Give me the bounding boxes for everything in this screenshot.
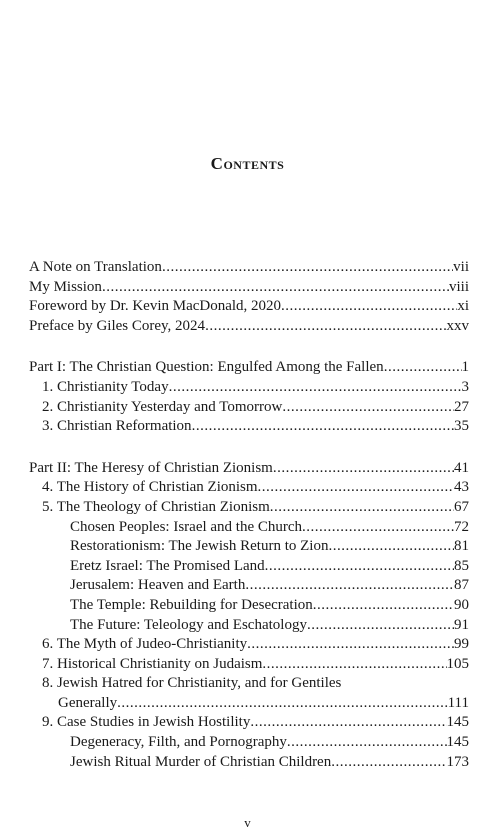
toc-chapter-entry[interactable] bbox=[29, 498, 469, 518]
toc-entry-label: Chosen Peoples: Israel and the Church bbox=[70, 518, 303, 535]
dot-leader bbox=[250, 713, 446, 733]
dot-leader bbox=[117, 694, 447, 714]
dot-leader bbox=[302, 518, 454, 538]
toc-chapter-entry[interactable] bbox=[29, 417, 469, 437]
toc-page-number: 105 bbox=[446, 655, 469, 672]
toc-page-number: 87 bbox=[454, 577, 469, 594]
dot-leader bbox=[265, 557, 454, 577]
toc-page-number: viii bbox=[448, 278, 469, 295]
toc-section-entry[interactable] bbox=[29, 518, 469, 538]
toc-chapter-entry[interactable] bbox=[29, 378, 469, 398]
toc-chapter-entry[interactable] bbox=[29, 398, 469, 418]
toc-page-number: 91 bbox=[454, 616, 469, 633]
toc-page-number: 1 bbox=[461, 359, 469, 376]
dot-leader bbox=[384, 358, 462, 378]
toc-section-entry[interactable] bbox=[29, 616, 469, 636]
toc-entry-label: 6. The Myth of Judeo-Christianity bbox=[42, 636, 248, 653]
dot-leader bbox=[262, 655, 446, 675]
toc-page-number: 173 bbox=[446, 753, 469, 770]
dot-leader bbox=[282, 398, 454, 418]
dot-leader bbox=[247, 635, 454, 655]
toc-entry-label: Generally bbox=[58, 694, 118, 711]
toc-section-entry[interactable] bbox=[29, 557, 469, 577]
toc-page-number: vii bbox=[453, 259, 469, 275]
toc-section-entry[interactable] bbox=[29, 537, 469, 557]
toc-entry-label: Preface by Giles Corey, 2024 bbox=[29, 317, 206, 334]
dot-leader bbox=[331, 753, 446, 773]
toc-page-number: 145 bbox=[446, 714, 469, 731]
toc-chapter-entry[interactable] bbox=[29, 655, 469, 675]
toc-entry-label: 9. Case Studies in Jewish Hostility bbox=[42, 714, 251, 731]
dot-leader bbox=[313, 596, 454, 616]
toc-page-number: xi bbox=[457, 298, 469, 315]
toc-section-entry[interactable] bbox=[29, 753, 469, 773]
dot-leader bbox=[258, 478, 454, 498]
toc-page-number: 72 bbox=[454, 518, 469, 535]
toc-page-number: 85 bbox=[454, 557, 469, 574]
toc-entry-label: Foreword by Dr. Kevin MacDonald, 2020 bbox=[29, 298, 282, 315]
toc-entry-label: Part II: The Heresy of Christian Zionism bbox=[29, 459, 273, 476]
toc-entry-label: My Mission bbox=[29, 278, 102, 295]
toc-page-number: 111 bbox=[447, 694, 469, 711]
toc-entry-label: Restorationism: The Jewish Return to Zion bbox=[70, 538, 329, 555]
toc-entry-label: 1. Christianity Today bbox=[42, 378, 169, 395]
toc-entry[interactable] bbox=[29, 278, 469, 298]
dot-leader bbox=[270, 498, 454, 518]
toc-entry-label: The Temple: Rebuilding for Desecration bbox=[70, 596, 313, 613]
toc-entry-label: Degeneracy, Filth, and Pornography bbox=[70, 734, 287, 751]
toc-page-number: 43 bbox=[454, 479, 469, 496]
dot-leader bbox=[102, 278, 449, 298]
toc-entry-label: Jerusalem: Heaven and Earth bbox=[70, 577, 246, 594]
toc-page-number: 90 bbox=[454, 596, 469, 613]
toc-entry-label: Part I: The Christian Question: Engulfed Among the Fallen bbox=[29, 359, 384, 376]
page-title: Contents bbox=[210, 154, 285, 173]
toc-section-entry[interactable] bbox=[29, 576, 469, 596]
toc-entry[interactable] bbox=[29, 317, 469, 337]
toc-entry-label: 7. Historical Christianity on Judaism bbox=[42, 655, 263, 672]
toc-entry-label: 3. Christian Reformation bbox=[42, 418, 192, 435]
toc-section-entry[interactable] bbox=[29, 596, 469, 616]
toc-entry-label: Eretz Israel: The Promised Land bbox=[70, 557, 265, 574]
toc-entry-label: 4. The History of Christian Zionism bbox=[42, 479, 258, 496]
section-spacer bbox=[29, 437, 469, 459]
dot-leader bbox=[328, 537, 454, 557]
dot-leader bbox=[245, 576, 454, 596]
toc-page-number: 35 bbox=[454, 418, 469, 435]
dot-leader bbox=[307, 616, 454, 636]
dot-leader bbox=[273, 459, 454, 479]
dot-leader bbox=[162, 258, 453, 278]
toc-part-entry[interactable] bbox=[29, 358, 469, 378]
toc-entry-label: Jewish Ritual Murder of Christian Children bbox=[70, 753, 332, 770]
dot-leader bbox=[281, 297, 457, 317]
toc-entry-label: A Note on Translation bbox=[29, 259, 162, 275]
toc-page-number: 67 bbox=[454, 498, 469, 515]
toc-page-number: 27 bbox=[454, 398, 469, 415]
toc-entry-label: 2. Christianity Yesterday and Tomorrow bbox=[42, 398, 283, 415]
toc-page-number: xxv bbox=[446, 317, 469, 334]
toc-page-number: 99 bbox=[454, 636, 469, 653]
toc-page-number: 145 bbox=[446, 734, 469, 751]
toc-entry-label: The Future: Teleology and Eschatology bbox=[70, 616, 307, 633]
toc-page-number: 3 bbox=[461, 378, 469, 395]
page-number-footer: v bbox=[244, 815, 251, 830]
toc-part-entry[interactable] bbox=[29, 459, 469, 479]
toc-chapter-entry-line1[interactable]: 8. Jewish Hatred for Christianity, and for Gentiles bbox=[42, 675, 342, 692]
toc-entry-label: 5. The Theology of Christian Zionism bbox=[42, 498, 270, 515]
toc-chapter-entry[interactable] bbox=[29, 478, 469, 498]
section-spacer bbox=[29, 336, 469, 358]
toc-section-entry[interactable] bbox=[29, 733, 469, 753]
dot-leader bbox=[192, 417, 454, 437]
toc-page-number: 41 bbox=[454, 459, 469, 476]
toc-page-number: 81 bbox=[454, 538, 469, 555]
toc-chapter-entry[interactable] bbox=[29, 635, 469, 655]
toc-chapter-entry[interactable] bbox=[29, 694, 469, 714]
dot-leader bbox=[287, 733, 447, 753]
dot-leader bbox=[205, 317, 446, 337]
table-of-contents bbox=[29, 258, 469, 772]
dot-leader bbox=[169, 378, 462, 398]
toc-entry[interactable] bbox=[29, 297, 469, 317]
toc-chapter-entry[interactable] bbox=[29, 713, 469, 733]
toc-entry[interactable] bbox=[29, 258, 469, 278]
